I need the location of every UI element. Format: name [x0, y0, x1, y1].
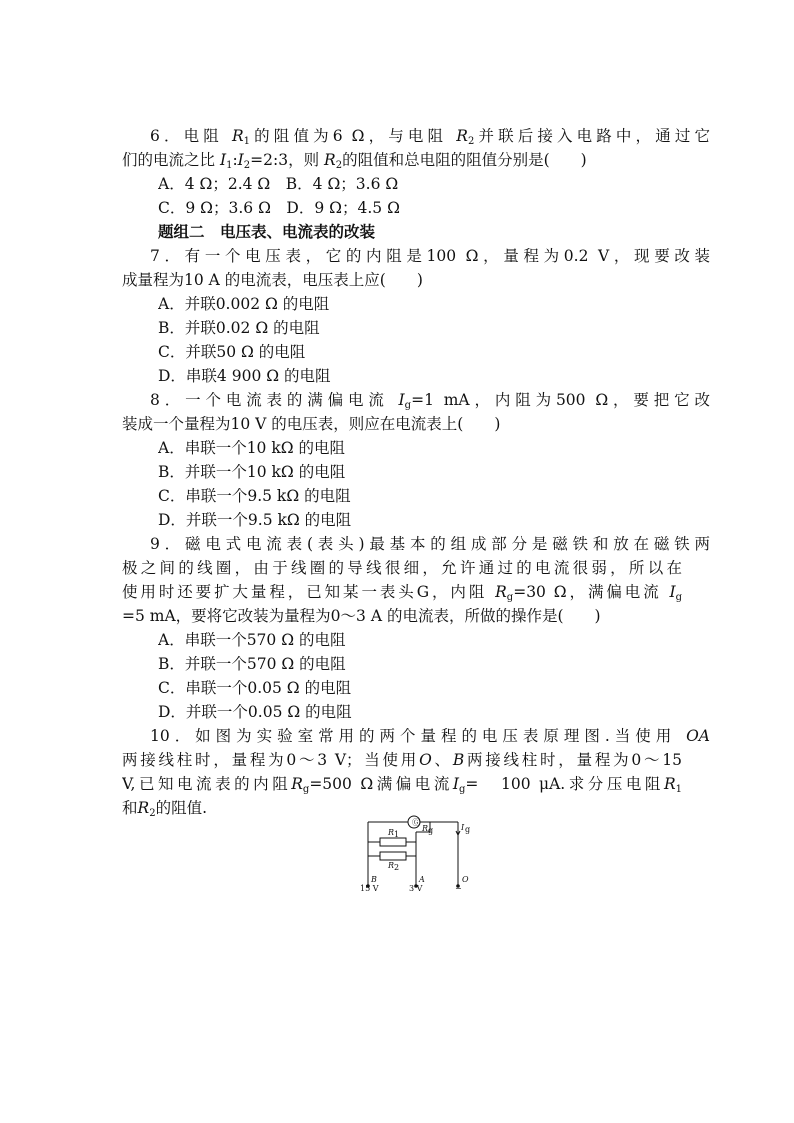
q8-option-d: D．并联一个9.5 kΩ 的电阻	[158, 511, 352, 529]
q9-line-2: 极之间的线圈，由于线圈的导线很细，允许通过的电流很弱，所以在	[122, 559, 682, 577]
section-title: 题组二 电压表、电流表的改装	[158, 222, 376, 241]
q6-options-ab: A．4 Ω；2.4 Ω B．4 Ω；3.6 Ω	[158, 175, 399, 193]
meter-symbol: Ⓖ	[412, 818, 420, 827]
q9-line-1: 9．磁电式电流表(表头)最基本的组成部分是磁铁和放在磁铁两	[150, 535, 710, 553]
label-R2: R	[388, 861, 395, 870]
q7-option-d: D．串联4 900 Ω 的电阻	[158, 367, 331, 385]
label-Rg: R	[422, 824, 429, 833]
q7-option-b: B．并联0.02 Ω 的电阻	[158, 319, 320, 337]
label-Ig: I	[461, 823, 465, 832]
q9-line-4: =5 mA，要将它改装为量程为0～3 A 的电流表，所做的操作是( )	[122, 607, 601, 625]
q9-option-c: C．串联一个0.05 Ω 的电阻	[158, 679, 352, 697]
q10-line-2: 两接线柱时，量程为0～3 V；当使用O、B两接线柱时，量程为0～15	[122, 751, 682, 769]
q8-line-2: 装成一个量程为10 V 的电压表，则应在电流表上( )	[122, 415, 501, 433]
terminal-B-value: 15 V	[360, 884, 379, 892]
q6-options-cd: C．9 Ω；3.6 Ω D．9 Ω；4.5 Ω	[158, 199, 400, 217]
q6-line-2: 们的电流之比 $I_1:I_2=2:3$，则 $R_2$的阻值和总电阻的阻值分别是( )	[122, 151, 587, 171]
q8-option-a: A．串联一个10 kΩ 的电阻	[158, 439, 346, 457]
terminal-O-label: O	[462, 875, 469, 884]
q10-line-4: 和$R_2$的阻值.	[122, 799, 207, 819]
q10-line-3: V,已知电流表的内阻$R_g=500$ Ω满偏电流$I_g=$ 100 μA.求分压电阻$R_1$	[122, 775, 682, 795]
terminal-B-label: B	[371, 875, 377, 884]
q9-option-d: D．并联一个0.05 Ω 的电阻	[158, 703, 352, 721]
circuit-svg	[358, 800, 478, 892]
voltmeter-circuit-diagram	[358, 800, 478, 892]
q9-option-b: B．并联一个570 Ω 的电阻	[158, 655, 346, 673]
label-R2-sub: 2	[394, 863, 400, 872]
label-R1: R	[388, 828, 395, 837]
resistor-R1	[380, 838, 406, 846]
q8-option-c: C．串联一个9.5 kΩ 的电阻	[158, 487, 351, 505]
terminal-A-label: A	[419, 875, 425, 884]
q8-option-b: B．并联一个10 kΩ 的电阻	[158, 463, 346, 481]
q6-line-1: 6．电阻 $R_1$的阻值为6 Ω，与电阻 $R_2$并联后接入电路中，通过它	[150, 127, 710, 147]
label-Ig-sub: g	[465, 825, 471, 834]
q7-line-1: 7．有一个电压表，它的内阻是100 Ω，量程为0.2 V，现要改装	[150, 247, 710, 265]
q7-option-c: C．并联50 Ω 的电阻	[158, 343, 306, 361]
label-Rg-sub: g	[428, 826, 434, 835]
resistor-R2	[380, 852, 406, 860]
q8-line-1: 8．一个电流表的满偏电流 $I_g=1$ mA，内阻为500 Ω，要把它改	[150, 391, 710, 411]
label-R1-sub: 1	[394, 830, 400, 839]
q7-option-a: A．并联0.002 Ω 的电阻	[158, 295, 330, 313]
terminal-A-value: 3 V	[409, 884, 423, 892]
q10-line-1: 10．如图为实验室常用的两个量程的电压表原理图.当使用 OA	[150, 727, 710, 745]
q9-line-3: 使用时还要扩大量程，已知某一表头G，内阻 $R_g=30$ Ω，满偏电流 $I_g$	[122, 583, 682, 603]
q9-option-a: A．串联一个570 Ω 的电阻	[158, 631, 346, 649]
q7-line-2: 成量程为10 A 的电流表，电压表上应( )	[122, 271, 423, 289]
terminal-O-value: −	[455, 884, 462, 892]
